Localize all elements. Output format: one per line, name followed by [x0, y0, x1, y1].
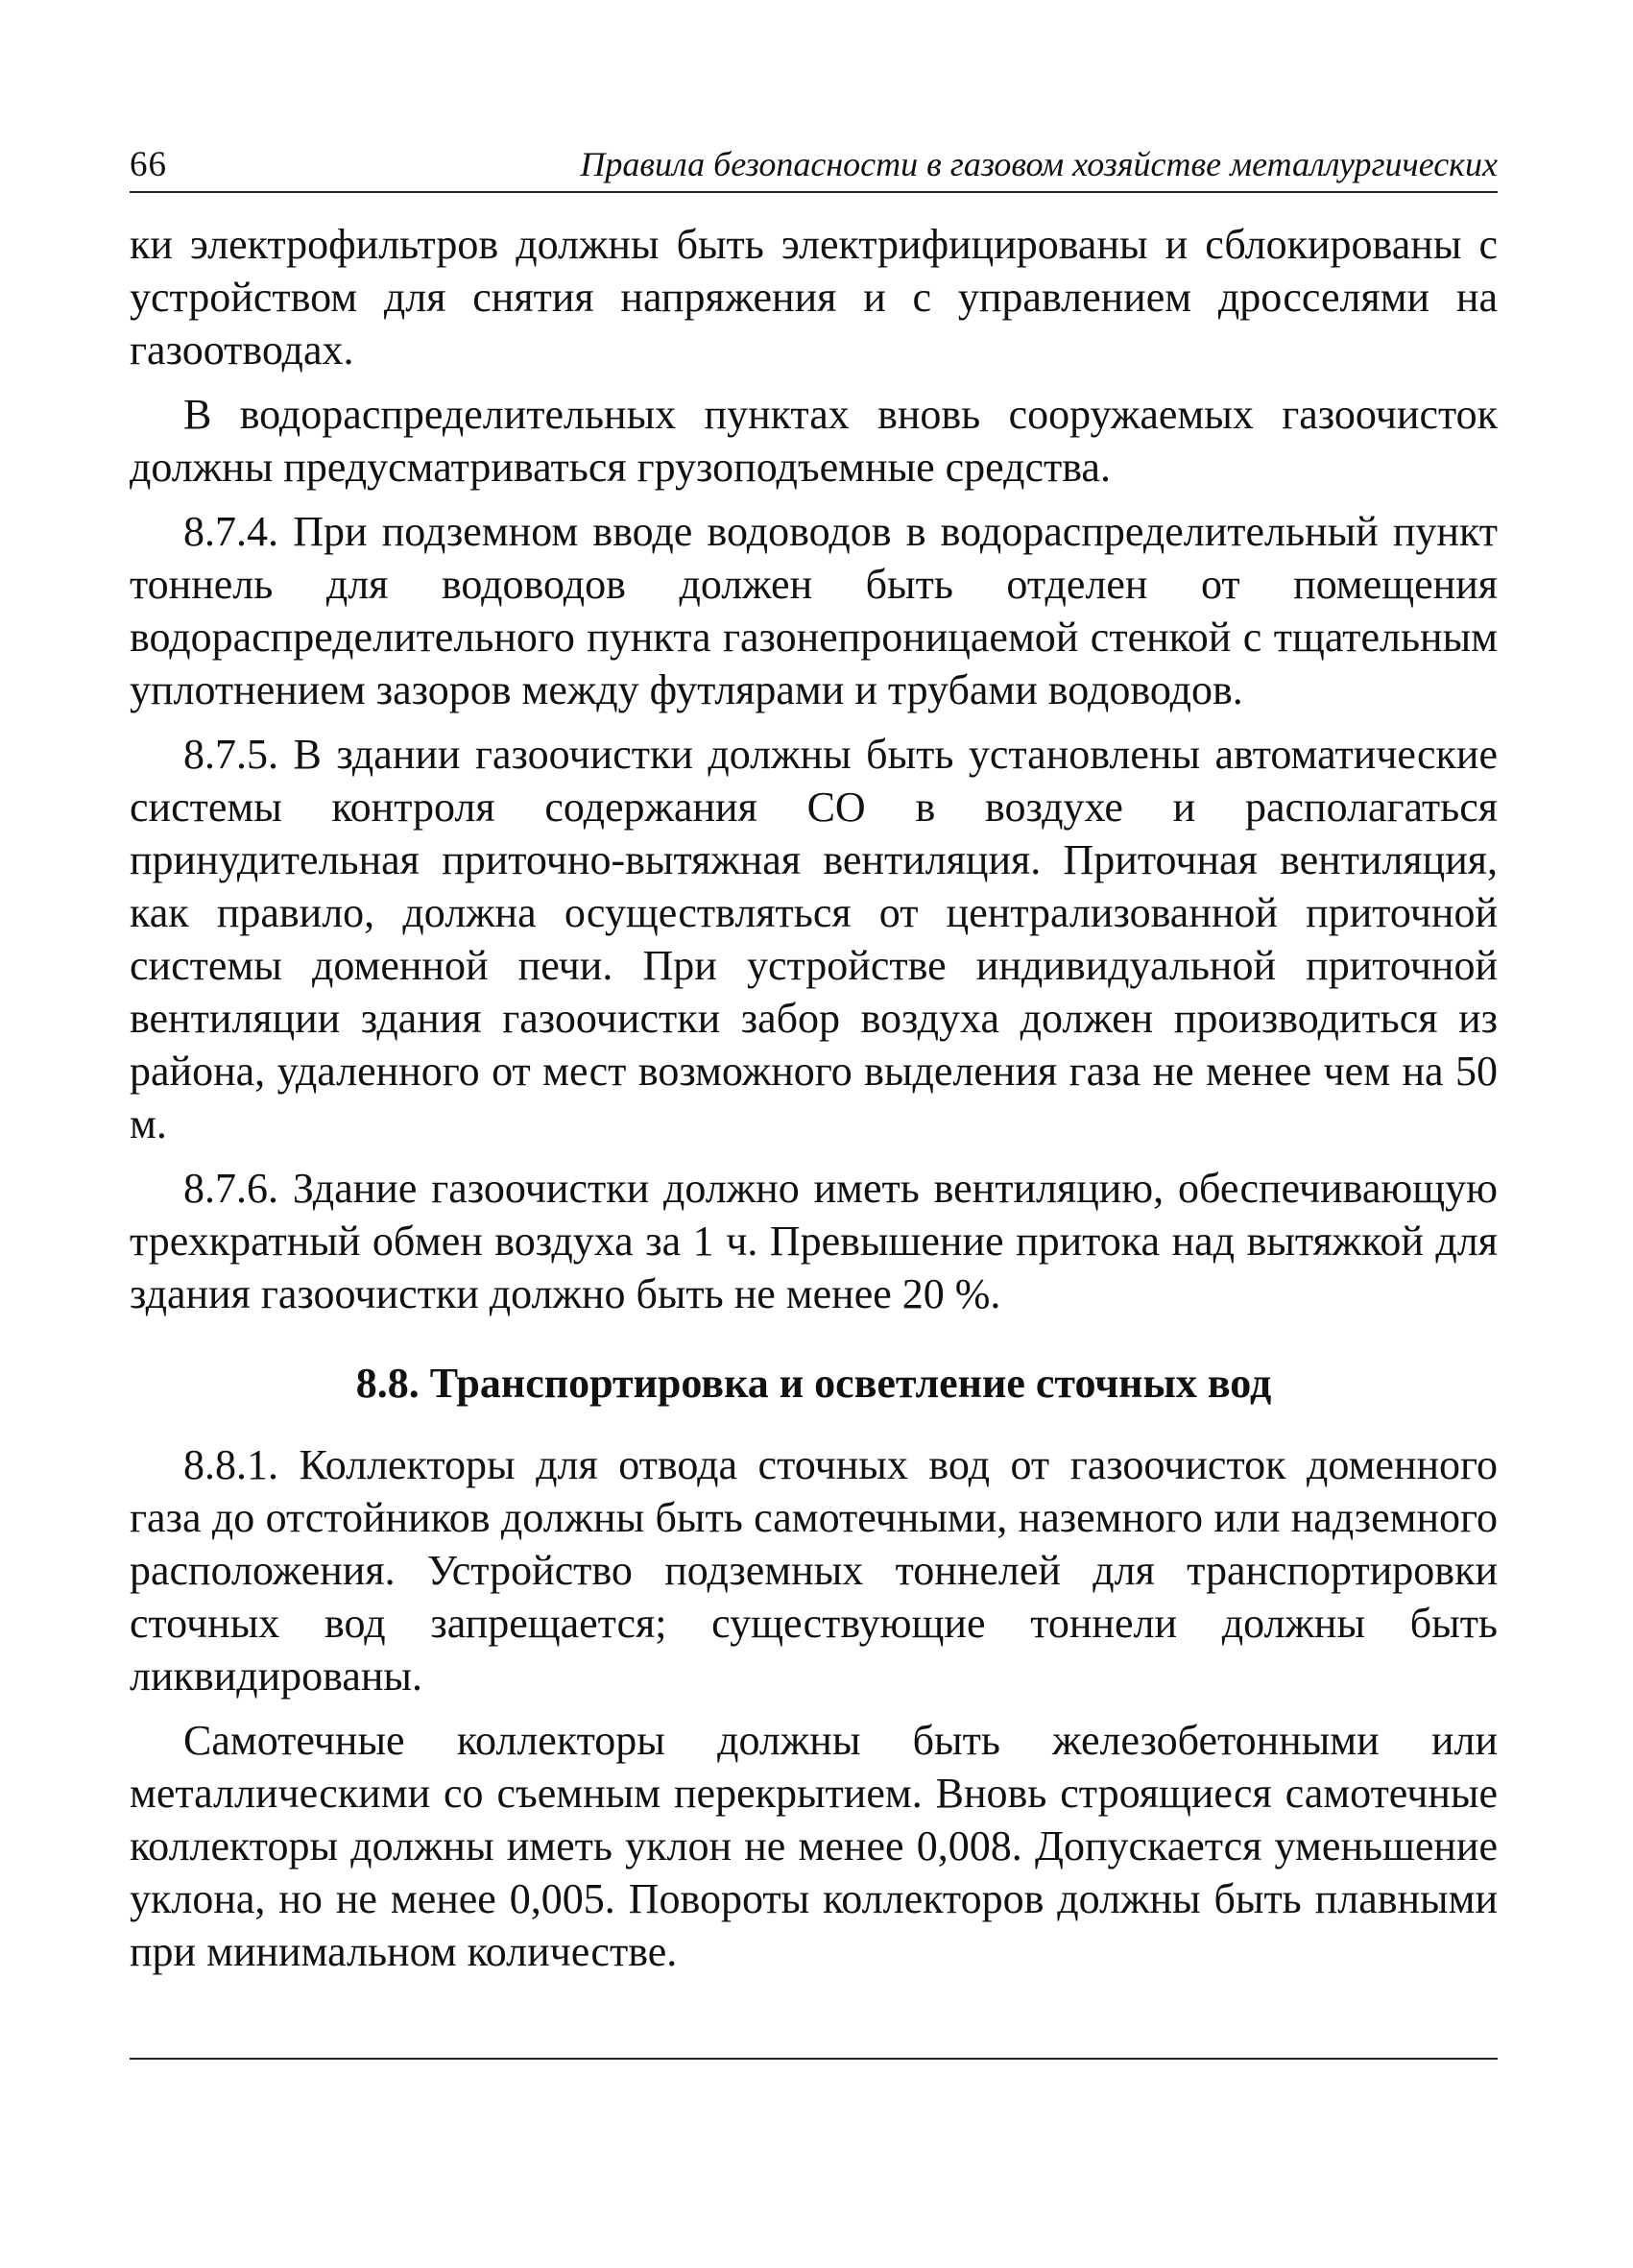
paragraph-lifting-equipment: В водораспределительных пунктах вновь сооружаемых газоочисток должны предусматриваться грузоподъемные средства.	[130, 391, 1498, 491]
running-header-title: Правила безопасности в газовом хозяйстве металлургических	[580, 145, 1498, 183]
paragraph-8-8-1: 8.8.1. Коллекторы для отвода сточных вод от газоочисток доменного газа до отстойников должны быть самотечными, наземного или надземного расположения. Устройство подземных тоннелей для транспортировки сточных вод запрещается; существующие тоннели должны быть ликвидированы.	[130, 1441, 1498, 1700]
running-header	[130, 144, 1498, 193]
paragraph-continuation: ки электрофильтров должны быть электрифицированы и сблокированы с устройством для снятия напряжения и с управлением дросселями на газоотводах.	[130, 221, 1498, 374]
paragraph-8-7-6: 8.7.6. Здание газоочистки должно иметь вентиляцию, обеспечивающую трехкратный обмен воздуха за 1 ч. Превышение притока над вытяжкой для здания газоочистки должно быть не менее 20 %.	[130, 1165, 1498, 1317]
paragraph-8-7-4: 8.7.4. При подземном вводе водоводов в водораспределительный пункт тоннель для водоводов должен быть отделен от помещения водораспределительного пункта газонепроницаемой стенкой с тщательным уплотнением зазоров между футлярами и трубами водоводов.	[130, 508, 1498, 713]
document-page	[130, 144, 1498, 1990]
page-number: 66	[130, 145, 167, 184]
paragraph-gravity-collectors: Самотечные коллекторы должны быть железобетонными или металлическими со съемным перекрытием. Вновь строящиеся самотечные коллекторы должны иметь уклон не менее 0,008. Допускается уменьшение уклона, но не менее 0,005. Повороты коллекторов должны быть плавными при минимальном количестве.	[130, 1717, 1498, 1975]
paragraph-8-7-5: 8.7.5. В здании газоочистки должны быть установлены автоматические системы контроля содержания СО в воздухе и располагаться принудительная приточно-вытяжная вентиляция. Приточная вентиляция, как правило, должна осуществляться от централизованной приточной системы доменной печи. При устройстве индивидуальной приточной вентиляции здания газоочистки забор воздуха должен производиться из района, удаленного от мест возможного выделения газа не менее чем на 50 м.	[130, 731, 1498, 1147]
section-heading-8-8: 8.8. Транспортировка и осветление сточных вод	[355, 1360, 1272, 1407]
footer-rule	[130, 2058, 1498, 2060]
